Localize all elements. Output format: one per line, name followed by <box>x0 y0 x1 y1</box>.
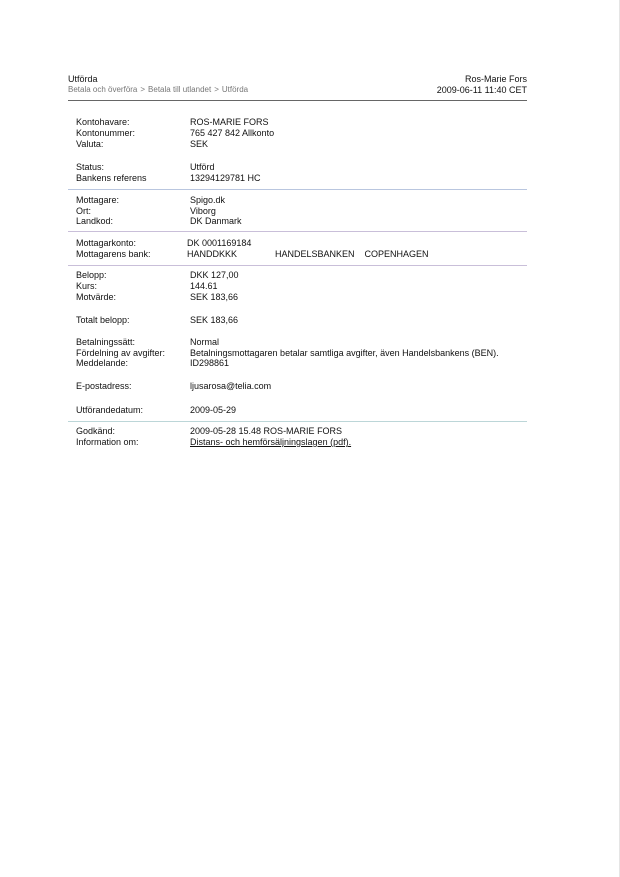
field-label: Meddelande: <box>76 358 129 368</box>
field-value: DK Danmark <box>190 216 242 226</box>
field-value: SEK 183,66 <box>190 292 239 302</box>
field-value: Viborg <box>190 206 216 216</box>
field-label: Valuta: <box>76 139 104 149</box>
section-divider <box>68 421 527 422</box>
field-label: Godkänd: <box>76 426 116 436</box>
field-label: Mottagarens bank: <box>76 249 151 259</box>
field-value: SEK <box>190 139 209 149</box>
field-value: Spigo.dk <box>190 195 226 205</box>
breadcrumb-item-betala-och-overfora[interactable]: Betala och överföra <box>68 85 138 94</box>
field-label: Status: <box>76 162 105 172</box>
field-label: Kontonummer: <box>76 128 136 138</box>
field-label: Ort: <box>76 206 91 216</box>
field-value: 2009-05-29 <box>190 405 237 415</box>
field-value: SEK 183,66 <box>190 315 239 325</box>
breadcrumb-item-betala-till-utlandet[interactable]: Betala till utlandet <box>148 85 212 94</box>
field-value: ID298861 <box>190 358 230 368</box>
field-label: Utförandedatum: <box>76 405 144 415</box>
field-value: Betalningsmottagaren betalar samtliga avgifter, även Handelsbankens (BEN). <box>190 348 499 358</box>
field-value: DK 0001169184 <box>187 238 252 248</box>
bank-city: COPENHAGEN <box>364 249 429 259</box>
field-label: Kontohavare: <box>76 117 130 127</box>
section-divider <box>68 231 527 232</box>
field-label: Totalt belopp: <box>76 315 130 325</box>
field-label: Information om: <box>76 437 139 447</box>
information-pdf-link[interactable]: Distans- och hemförsäljningslagen (pdf). <box>190 437 352 447</box>
field-label: E-postadress: <box>76 381 132 391</box>
field-value: 144.61 <box>190 281 218 291</box>
user-name: Ros-Marie Fors <box>464 74 527 84</box>
breadcrumb-separator: > <box>214 85 219 94</box>
breadcrumb <box>68 85 248 94</box>
field-value: 2009-05-28 15.48 ROS-MARIE FORS <box>190 426 343 436</box>
field-label: Mottagarkonto: <box>76 238 137 248</box>
page-title: Utförda <box>68 74 98 84</box>
field-label: Mottagare: <box>76 195 120 205</box>
field-label: Betalningssätt: <box>76 337 136 347</box>
section-divider <box>68 265 527 266</box>
breadcrumb-separator: > <box>140 85 146 94</box>
header-divider <box>68 100 527 101</box>
field-label: Motvärde: <box>76 292 117 302</box>
field-label: Belopp: <box>76 270 107 280</box>
field-value: ROS-MARIE FORS <box>190 117 269 127</box>
bank-code: HANDDKKK <box>187 249 238 259</box>
field-value <box>187 249 429 259</box>
field-value: Utförd <box>190 162 215 172</box>
breadcrumb-item-utforda[interactable]: Utförda <box>221 85 249 94</box>
section-divider <box>68 189 527 190</box>
field-label: Kurs: <box>76 281 98 291</box>
field-label: Landkod: <box>76 216 114 226</box>
bank-name: HANDELSBANKEN <box>275 249 355 259</box>
field-value: 765 427 842 Allkonto <box>190 128 275 138</box>
field-value: ljusarosa@telia.com <box>190 381 272 391</box>
field-label: Bankens referens <box>76 173 147 183</box>
field-label: Fördelning av avgifter: <box>76 348 166 358</box>
field-value: DKK 127,00 <box>190 270 239 280</box>
field-value: 13294129781 HC <box>190 173 261 183</box>
field-value: Normal <box>190 337 220 347</box>
header-datetime: 2009-06-11 11:40 CET <box>436 85 527 95</box>
